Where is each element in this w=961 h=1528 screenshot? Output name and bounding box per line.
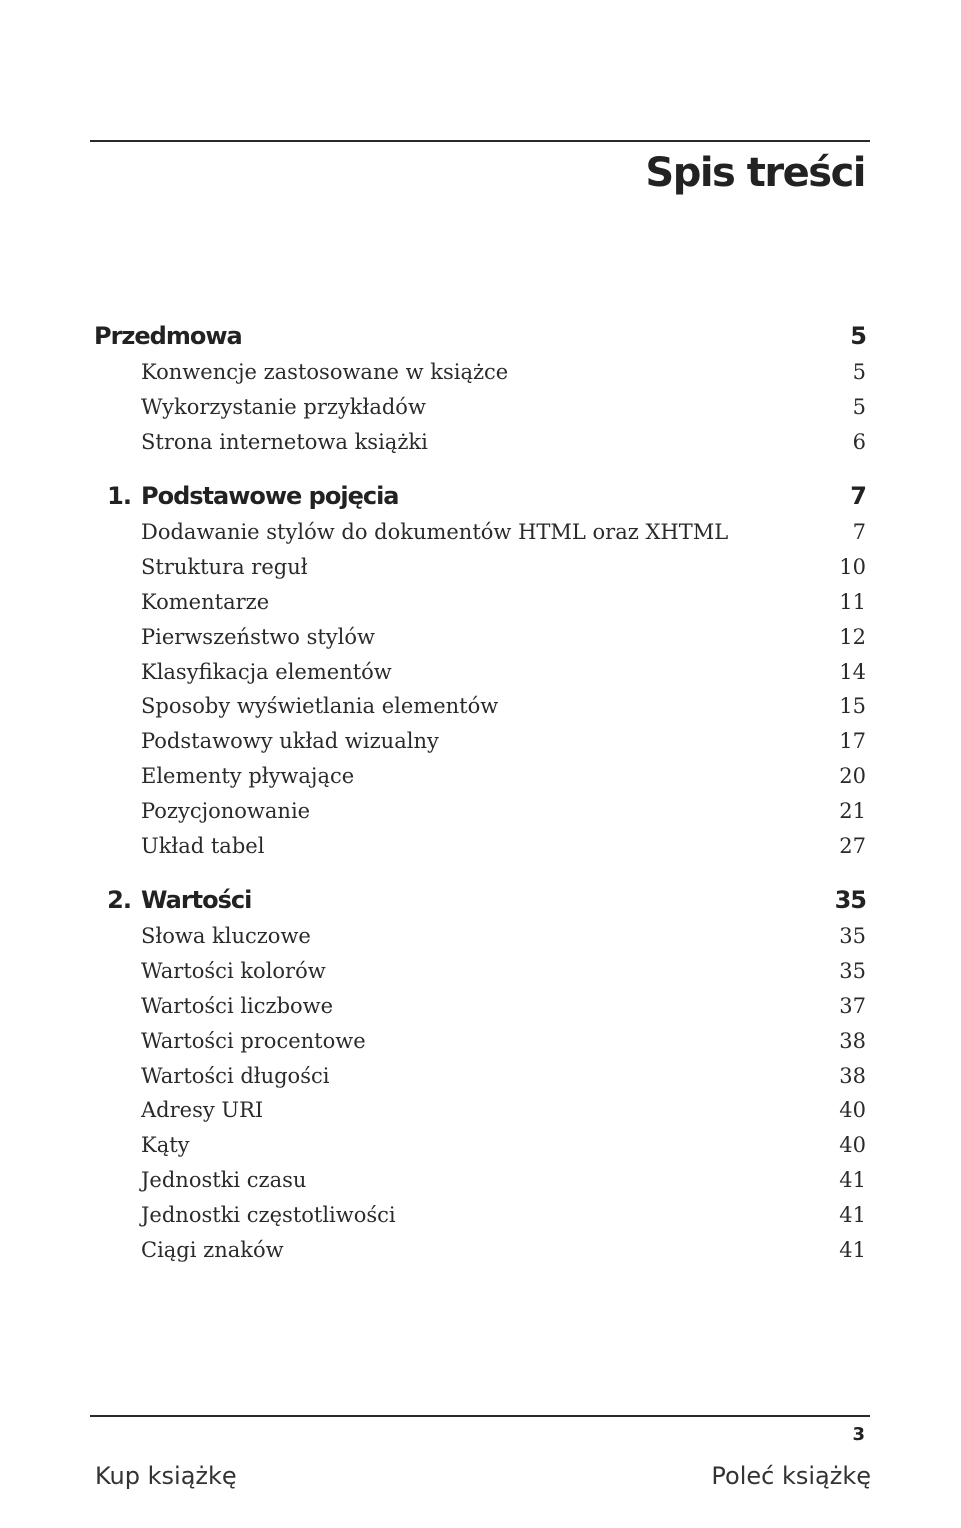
bottom-rule xyxy=(90,1415,870,1417)
section-page: 35 xyxy=(834,886,866,915)
entry-page: 37 xyxy=(839,993,866,1018)
buy-book-link[interactable]: Kup książkę xyxy=(95,1462,237,1490)
entry-title: Wartości liczbowe xyxy=(141,993,334,1018)
entry-page: 41 xyxy=(839,1202,866,1227)
entry-page: 5 xyxy=(852,394,866,419)
toc-entry[interactable] xyxy=(141,625,866,660)
toc-section-heading[interactable] xyxy=(94,886,866,924)
toc-items xyxy=(94,924,866,1272)
toc-entry[interactable] xyxy=(141,1203,866,1238)
toc-entry[interactable] xyxy=(141,590,866,625)
page-number: 3 xyxy=(852,1424,865,1445)
section-number: 1. xyxy=(107,482,131,511)
entry-page: 40 xyxy=(839,1098,866,1123)
toc-entry[interactable] xyxy=(141,994,866,1029)
entry-page: 21 xyxy=(839,798,866,823)
entry-page: 35 xyxy=(839,924,866,949)
section-title: Przedmowa xyxy=(94,322,242,350)
toc-entry[interactable] xyxy=(141,520,866,555)
toc-section-chapter-1 xyxy=(94,482,866,868)
toc-entry[interactable] xyxy=(141,395,866,430)
toc-entry[interactable] xyxy=(141,1098,866,1133)
entry-title: Sposoby wyświetlania elementów xyxy=(141,694,499,719)
top-rule xyxy=(90,140,870,142)
entry-page: 14 xyxy=(839,659,866,684)
section-title: Podstawowe pojęcia xyxy=(141,482,399,511)
entry-title: Wartości procentowe xyxy=(141,1028,366,1053)
entry-title: Wykorzystanie przykładów xyxy=(141,394,426,419)
entry-page: 38 xyxy=(839,1028,866,1053)
entry-title: Pozycjonowanie xyxy=(141,798,311,823)
entry-page: 6 xyxy=(852,429,866,454)
toc-entry[interactable] xyxy=(141,729,866,764)
entry-page: 40 xyxy=(839,1133,866,1158)
entry-page: 41 xyxy=(839,1237,866,1262)
entry-title: Dodawanie stylów do dokumentów HTML oraz XHTML xyxy=(141,520,729,545)
entry-title: Klasyfikacja elementów xyxy=(141,659,392,684)
entry-page: 27 xyxy=(839,833,866,858)
toc-entry[interactable] xyxy=(141,1064,866,1099)
entry-page: 17 xyxy=(839,729,866,754)
entry-title: Elementy pływające xyxy=(141,763,355,788)
toc-entry[interactable] xyxy=(141,660,866,695)
toc-section-chapter-2 xyxy=(94,886,866,1272)
toc-entry[interactable] xyxy=(141,924,866,959)
toc-entry[interactable] xyxy=(141,959,866,994)
toc-section-preface xyxy=(94,322,866,464)
entry-title: Wartości kolorów xyxy=(141,959,326,984)
table-of-contents xyxy=(94,322,866,1290)
entry-page: 15 xyxy=(839,694,866,719)
toc-items xyxy=(94,520,866,868)
toc-entry[interactable] xyxy=(141,694,866,729)
entry-title: Podstawowy układ wizualny xyxy=(141,729,439,754)
toc-entry[interactable] xyxy=(141,834,866,869)
entry-page: 5 xyxy=(852,360,866,384)
toc-entry[interactable] xyxy=(141,1238,866,1273)
entry-title: Konwencje zastosowane w książce xyxy=(141,360,509,384)
section-page: 5 xyxy=(850,322,866,350)
toc-entry[interactable] xyxy=(141,799,866,834)
section-page: 7 xyxy=(850,482,866,511)
entry-title: Strona internetowa książki xyxy=(141,429,428,454)
entry-title: Jednostki czasu xyxy=(141,1167,307,1192)
entry-title: Wartości długości xyxy=(141,1063,330,1088)
toc-section-heading[interactable] xyxy=(94,322,866,360)
entry-page: 12 xyxy=(839,624,866,649)
entry-title: Układ tabel xyxy=(141,833,265,858)
section-number: 2. xyxy=(107,886,131,915)
toc-entry[interactable] xyxy=(141,1168,866,1203)
page-title: Spis treści xyxy=(645,150,865,196)
toc-entry[interactable] xyxy=(141,1029,866,1064)
entry-page: 20 xyxy=(839,763,866,788)
entry-page: 38 xyxy=(839,1063,866,1088)
entry-title: Pierwszeństwo stylów xyxy=(141,624,376,649)
entry-page: 41 xyxy=(839,1167,866,1192)
toc-entry[interactable] xyxy=(141,360,866,395)
entry-page: 10 xyxy=(839,555,866,580)
entry-title: Komentarze xyxy=(141,589,270,614)
entry-title: Adresy URI xyxy=(141,1098,264,1123)
entry-title: Kąty xyxy=(141,1133,190,1158)
toc-entry[interactable] xyxy=(141,430,866,465)
entry-title: Ciągi znaków xyxy=(141,1237,284,1262)
entry-title: Słowa kluczowe xyxy=(141,924,311,949)
entry-title: Jednostki częstotliwości xyxy=(141,1202,396,1227)
entry-page: 35 xyxy=(839,959,866,984)
entry-page: 11 xyxy=(839,589,866,614)
entry-page: 7 xyxy=(852,520,866,545)
toc-entry[interactable] xyxy=(141,555,866,590)
toc-entry[interactable] xyxy=(141,764,866,799)
recommend-book-link[interactable]: Poleć książkę xyxy=(711,1462,871,1490)
toc-section-heading[interactable] xyxy=(94,482,866,520)
section-title: Wartości xyxy=(141,886,252,915)
toc-items xyxy=(94,360,866,464)
entry-title: Struktura reguł xyxy=(141,555,308,580)
toc-entry[interactable] xyxy=(141,1133,866,1168)
